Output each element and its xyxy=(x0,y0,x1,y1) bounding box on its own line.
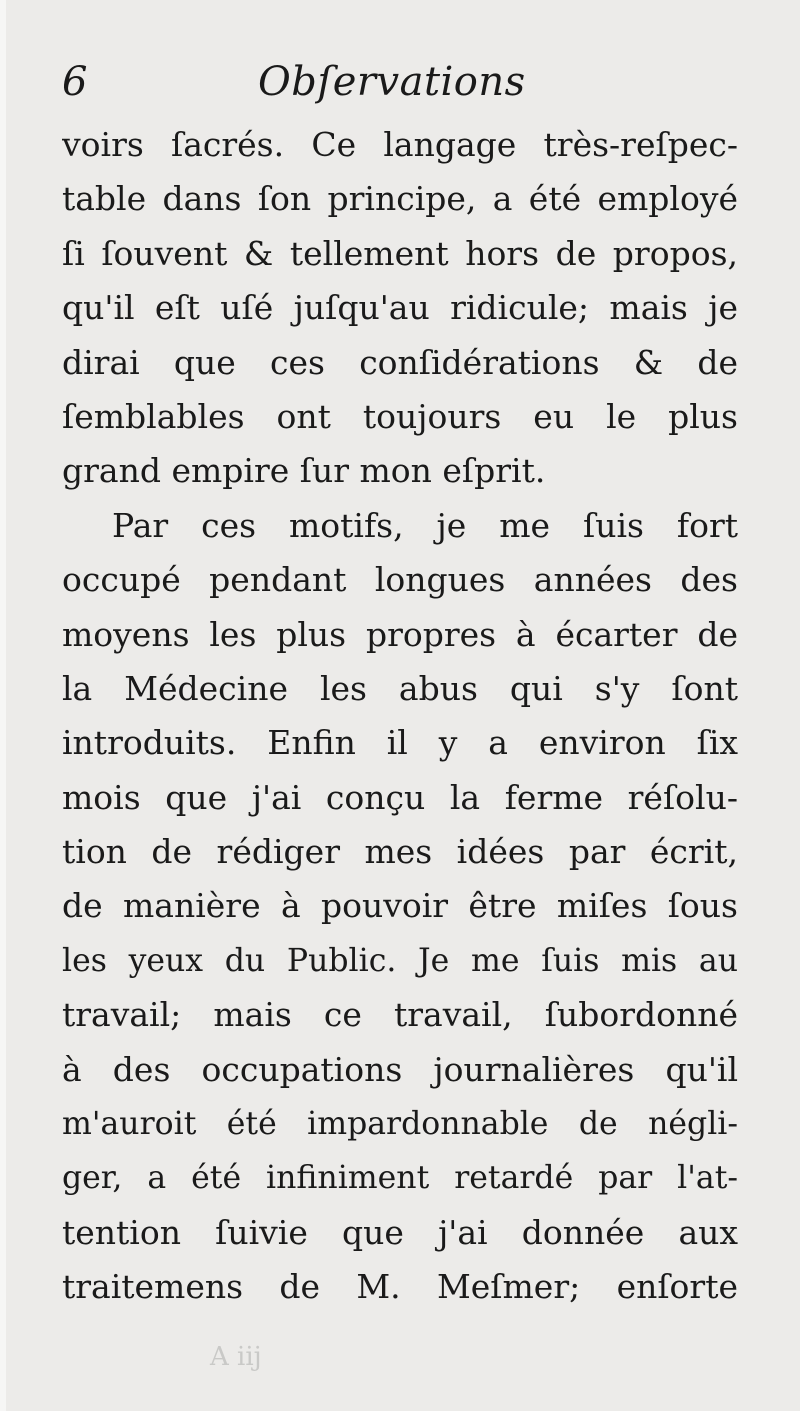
text-line: moyens les plus propres à écarter de xyxy=(62,614,738,654)
text-line: à des occupations journalières qu'il xyxy=(62,1049,738,1089)
text-line: m'auroit été impardonnable de négli- xyxy=(62,1106,738,1143)
paragraph-first-line: Par ces motifs, je me ſuis fort xyxy=(112,505,738,545)
text-line: tion de rédiger mes idées par écrit, xyxy=(62,832,738,872)
signature-mark: A iij xyxy=(210,1342,262,1372)
text-line: grand empire ſur mon eſprit. xyxy=(62,451,546,491)
text-line: table dans ſon principe, a été employé xyxy=(62,179,738,219)
text-line: occupé pendant longues années des xyxy=(62,560,738,600)
page-title: Obſervations xyxy=(258,59,526,105)
running-head xyxy=(62,52,742,112)
text-line: mois que j'ai conçu la ferme réſolu- xyxy=(62,777,738,817)
text-line: ſemblables ont toujours eu le plus xyxy=(62,396,738,436)
text-line: ſi ſouvent & tellement hors de propos, xyxy=(62,233,738,273)
page-number: 6 xyxy=(62,59,88,105)
body-text xyxy=(62,118,738,1315)
text-line: qu'il eſt uſé juſqu'au ridicule; mais je xyxy=(62,288,738,328)
text-line: traitemens de M. Meſmer; enſorte xyxy=(62,1267,738,1307)
page-edge xyxy=(0,0,6,1411)
text-line: les yeux du Public. Je me ſuis mis au xyxy=(62,942,738,979)
text-line: introduits. Enfin il y a environ ſix xyxy=(62,723,738,763)
text-line: la Médecine les abus qui s'y ſont xyxy=(62,668,738,708)
text-line: dirai que ces conſidérations & de xyxy=(62,342,738,382)
text-line: voirs ſacrés. Ce langage très-reſpec- xyxy=(62,125,738,164)
text-line: de manière à pouvoir être miſes ſous xyxy=(62,886,738,926)
text-line: ger, a été infiniment retardé par l'at- xyxy=(62,1160,738,1197)
text-line: travail; mais ce travail, ſubordonné xyxy=(62,995,738,1035)
text-line: tention ſuivie que j'ai donnée aux xyxy=(62,1212,738,1252)
